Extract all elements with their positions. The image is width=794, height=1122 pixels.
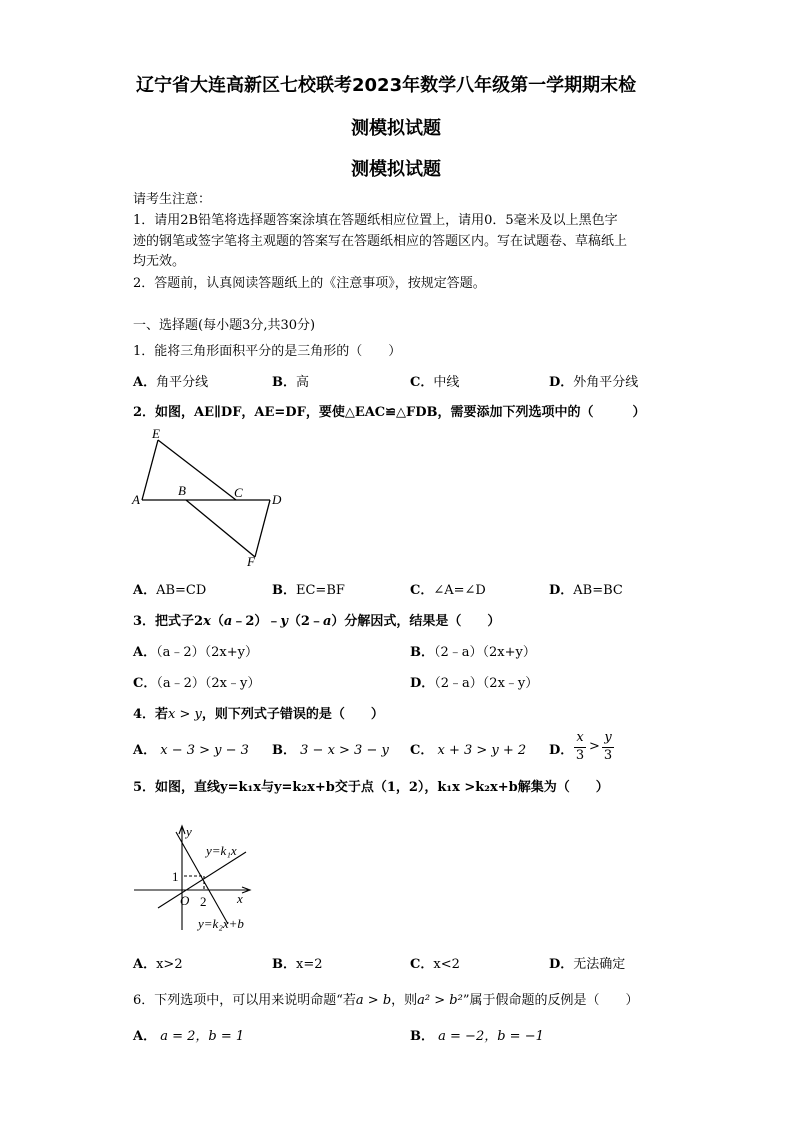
q1-option-a: A．角平分线 xyxy=(133,375,209,390)
q5-stem: 5．如图，直线y=k₁x与y=k₂x+b交于点（1，2），k₁x >k₂x+b解集为（ ） xyxy=(133,780,609,795)
q5-figure xyxy=(128,818,258,936)
q4-option-b: B． 3 − x > 3 − y xyxy=(272,743,389,758)
notice-heading: 请考生注意： xyxy=(133,192,212,207)
q1-option-c: C．中线 xyxy=(410,375,460,390)
notice-item1-line3: 均无效。 xyxy=(133,254,186,269)
q1-option-d: D．外角平分线 xyxy=(549,375,639,390)
q3-option-a: A．（a﹣2）（2x+y） xyxy=(133,645,258,660)
q5-option-d: D．无法确定 xyxy=(549,957,626,972)
q5-option-b: B．x=2 xyxy=(272,957,323,972)
q6-option-b: B． a = −2，b = −1 xyxy=(410,1029,544,1044)
q2-option-a: A．AB=CD xyxy=(133,583,207,598)
q6-option-a: A． a = 2，b = 1 xyxy=(133,1029,245,1044)
q2-stem: 2．如图，AE∥DF，AE=DF，要使△EAC≌△FDB，需要添加下列选项中的（ ） xyxy=(133,405,646,420)
q5-label-y: y xyxy=(186,824,192,839)
q4-option-a: A． x − 3 > y − 3 xyxy=(133,743,249,758)
q5-label-line2: y=k₂x+b xyxy=(198,916,244,931)
q2-option-c: C．∠A=∠D xyxy=(410,583,486,598)
q4-option-c: C． x + 3 > y + 2 xyxy=(410,743,527,758)
q6-stem: 6．下列选项中，可以用来说明命题“若a > b，则a² > b²”属于假命题的反例是（ ） xyxy=(133,993,639,1008)
q2-option-d: D．AB=BC xyxy=(549,583,623,598)
notice-item1-line2: 迹的钢笔或签字笔将主观题的答案写在答题纸相应的答题区内。写在试题卷、草稿纸上 xyxy=(133,234,628,249)
q3-option-d: D．（2﹣a）（2x﹣y） xyxy=(410,676,539,691)
q5-option-a: A．x>2 xyxy=(133,957,183,972)
q2-option-b: B．EC=BF xyxy=(272,583,345,598)
section-heading: 一、选择题(每小题3分,共30分) xyxy=(133,318,316,333)
q5-label-line1: y=k₁x xyxy=(206,843,237,858)
q1-option-b: B．高 xyxy=(272,375,310,390)
q1-stem: 1．能将三角形面积平分的是三角形的（ ） xyxy=(133,344,402,359)
q2-label-c: C xyxy=(234,485,243,500)
q2-label-f: F xyxy=(247,554,255,569)
q3-option-b: B．（2﹣a）（2x+y） xyxy=(410,645,536,660)
q5-tick-1: 1 xyxy=(172,869,179,884)
q3-option-c: C．（a﹣2）（2x﹣y） xyxy=(133,676,261,691)
q2-label-b: B xyxy=(178,483,186,498)
notice-item2: 2．答题前，认真阅读答题纸上的《注意事项》，按规定答题。 xyxy=(133,276,486,291)
q4-stem: 4．若x > y，则下列式子错误的是（ ） xyxy=(133,707,384,722)
q5-tick-2: 2 xyxy=(200,894,207,909)
q2-label-a: A xyxy=(132,492,140,507)
q2-segment-ec xyxy=(158,440,236,500)
page-title-line3: 测模拟试题 xyxy=(351,159,441,180)
page-title: 辽宁省大连高新区七校联考2023年数学八年级第一学期期末检 xyxy=(136,75,637,96)
q5-option-c: C．x<2 xyxy=(410,957,460,972)
notice-item1-line1: 1．请用2B铅笔将选择题答案涂填在答题纸相应位置上，请用0．5毫米及以上黑色字 xyxy=(133,213,618,228)
q2-segment-df xyxy=(255,500,270,557)
q2-label-e: E xyxy=(152,426,160,441)
q2-segment-ae xyxy=(142,440,158,500)
q5-label-origin: O xyxy=(180,893,190,908)
q2-segment-bf xyxy=(186,500,255,557)
q5-label-x: x xyxy=(237,891,243,906)
q2-label-d: D xyxy=(272,492,282,507)
q2-figure xyxy=(128,424,288,570)
q3-stem: 3．把式子2x（a﹣2）﹣y（2﹣a）分解因式，结果是（ ） xyxy=(133,614,501,629)
page-title-line2: 测模拟试题 xyxy=(351,118,441,139)
